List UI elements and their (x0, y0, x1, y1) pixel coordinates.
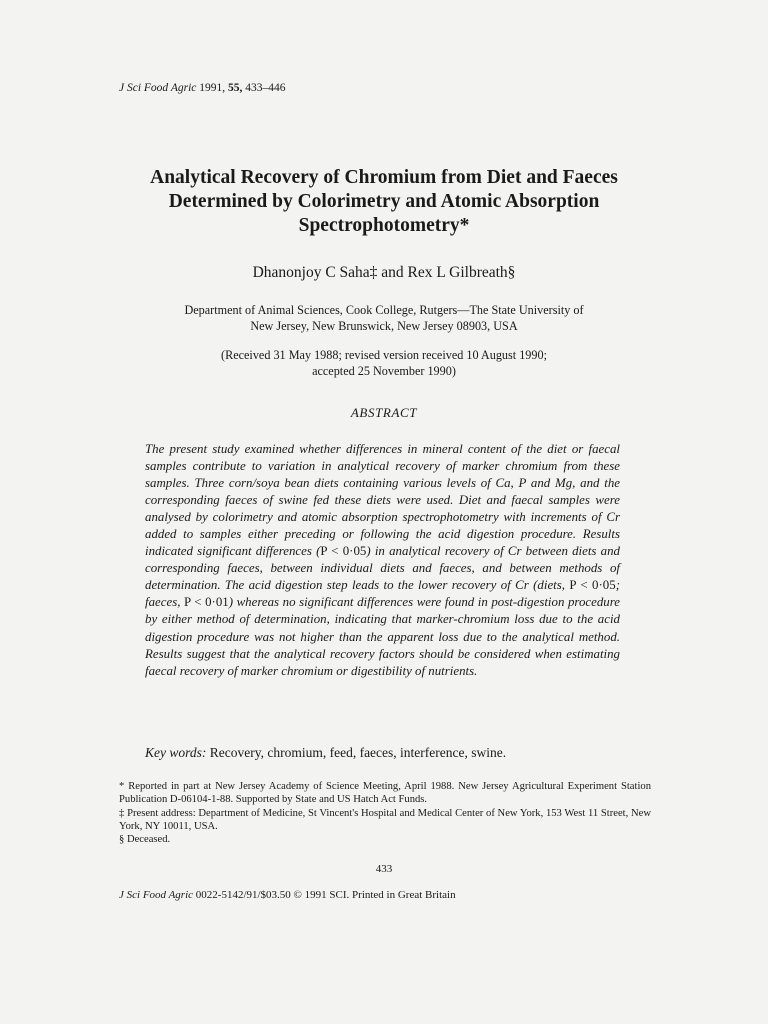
footnote-1: * Reported in part at New Jersey Academy of Science Meeting, April 1988. New Jersey Agricultural Experiment Station Publication D-06104-1-88. Supported by State and US Hatch Act Funds. (119, 781, 651, 806)
header-journal: J Sci Food Agric (119, 82, 197, 94)
title-line-3: Spectrophotometry* (298, 215, 470, 236)
abstract-stat-2: P < 0·05 (569, 578, 616, 593)
received-dates (130, 347, 638, 379)
footer-journal: J Sci Food Agric (119, 889, 194, 901)
header-pages: 433–446 (245, 82, 286, 94)
footnote-3: § Deceased. (119, 834, 171, 846)
footer-rest: 0022-5142/91/$03.50 © 1991 SCI. Printed in Great Britain (195, 889, 456, 901)
abstract-text-2: ) in analytical recovery of Cr between diets and corresponding faeces, between individual diets and faeces, and between methods of determination. The acid digestion step leads to the lower recovery of Cr (diets, (145, 544, 620, 593)
title-line-2: Determined by Colorimetry and Atomic Absorption (168, 191, 600, 212)
abstract-heading: ABSTRACT (350, 405, 418, 420)
header-year: 1991, (199, 82, 226, 94)
abstract-text-1: The present study examined whether differences in mineral content of the diet or faecal samples contribute to variation in analytical recovery of marker chromium from these samples. Three corn/soya bean diets containing various levels of Ca, P and Mg, and the corresponding faeces of swine fed these diets were used. Diet and faecal samples were analysed by colorimetry and atomic absorption spectrophotometry with increments of Cr added to samples either preceding or following the acid digestion procedure. Results indicated significant differences ( (145, 442, 620, 559)
page-number: 433 (375, 863, 393, 875)
abstract-stat-3: P < 0·01 (184, 595, 229, 610)
affiliation-line-2: New Jersey, New Brunswick, New Jersey 08903, USA (250, 319, 518, 333)
keywords (145, 744, 645, 762)
page-footer (119, 889, 456, 901)
title-line-1: Analytical Recovery of Chromium from Diet and Faeces (150, 167, 618, 188)
keywords-label: Key words: (145, 745, 207, 760)
abstract-text-4: ) whereas no significant differences were found in post-digestion procedure by either method of determination, indicating that marker-chromium loss due to the acid digestion procedure was not higher than the apparent loss due to the analytical method. Results suggest that the analytical recovery factors should be considered when estimating faecal recovery of marker chromium or digestibility of nutrients. (145, 595, 620, 678)
authors: Dhanonjoy C Saha‡ and Rex L Gilbreath§ (252, 264, 516, 281)
article-title (110, 166, 658, 238)
received-line-1: (Received 31 May 1988; revised version received 10 August 1990; (221, 348, 547, 362)
keywords-text: Recovery, chromium, feed, faeces, interference, swine. (209, 745, 507, 760)
header-volume: 55, (228, 82, 243, 94)
affiliation (130, 302, 638, 334)
footnotes (119, 780, 651, 846)
abstract-text-3: ; faeces, (145, 578, 620, 610)
running-header (119, 82, 286, 94)
abstract-stat-1: P < 0·05 (320, 544, 367, 559)
received-line-2: accepted 25 November 1990) (312, 364, 456, 378)
affiliation-line-1: Department of Animal Sciences, Cook College, Rutgers—The State University of (184, 303, 584, 317)
abstract-body (145, 441, 620, 680)
footnote-2: ‡ Present address: Department of Medicine, St Vincent's Hospital and Medical Center of New York, 153 West 11 Street, New York, NY 10011, USA. (119, 807, 651, 832)
